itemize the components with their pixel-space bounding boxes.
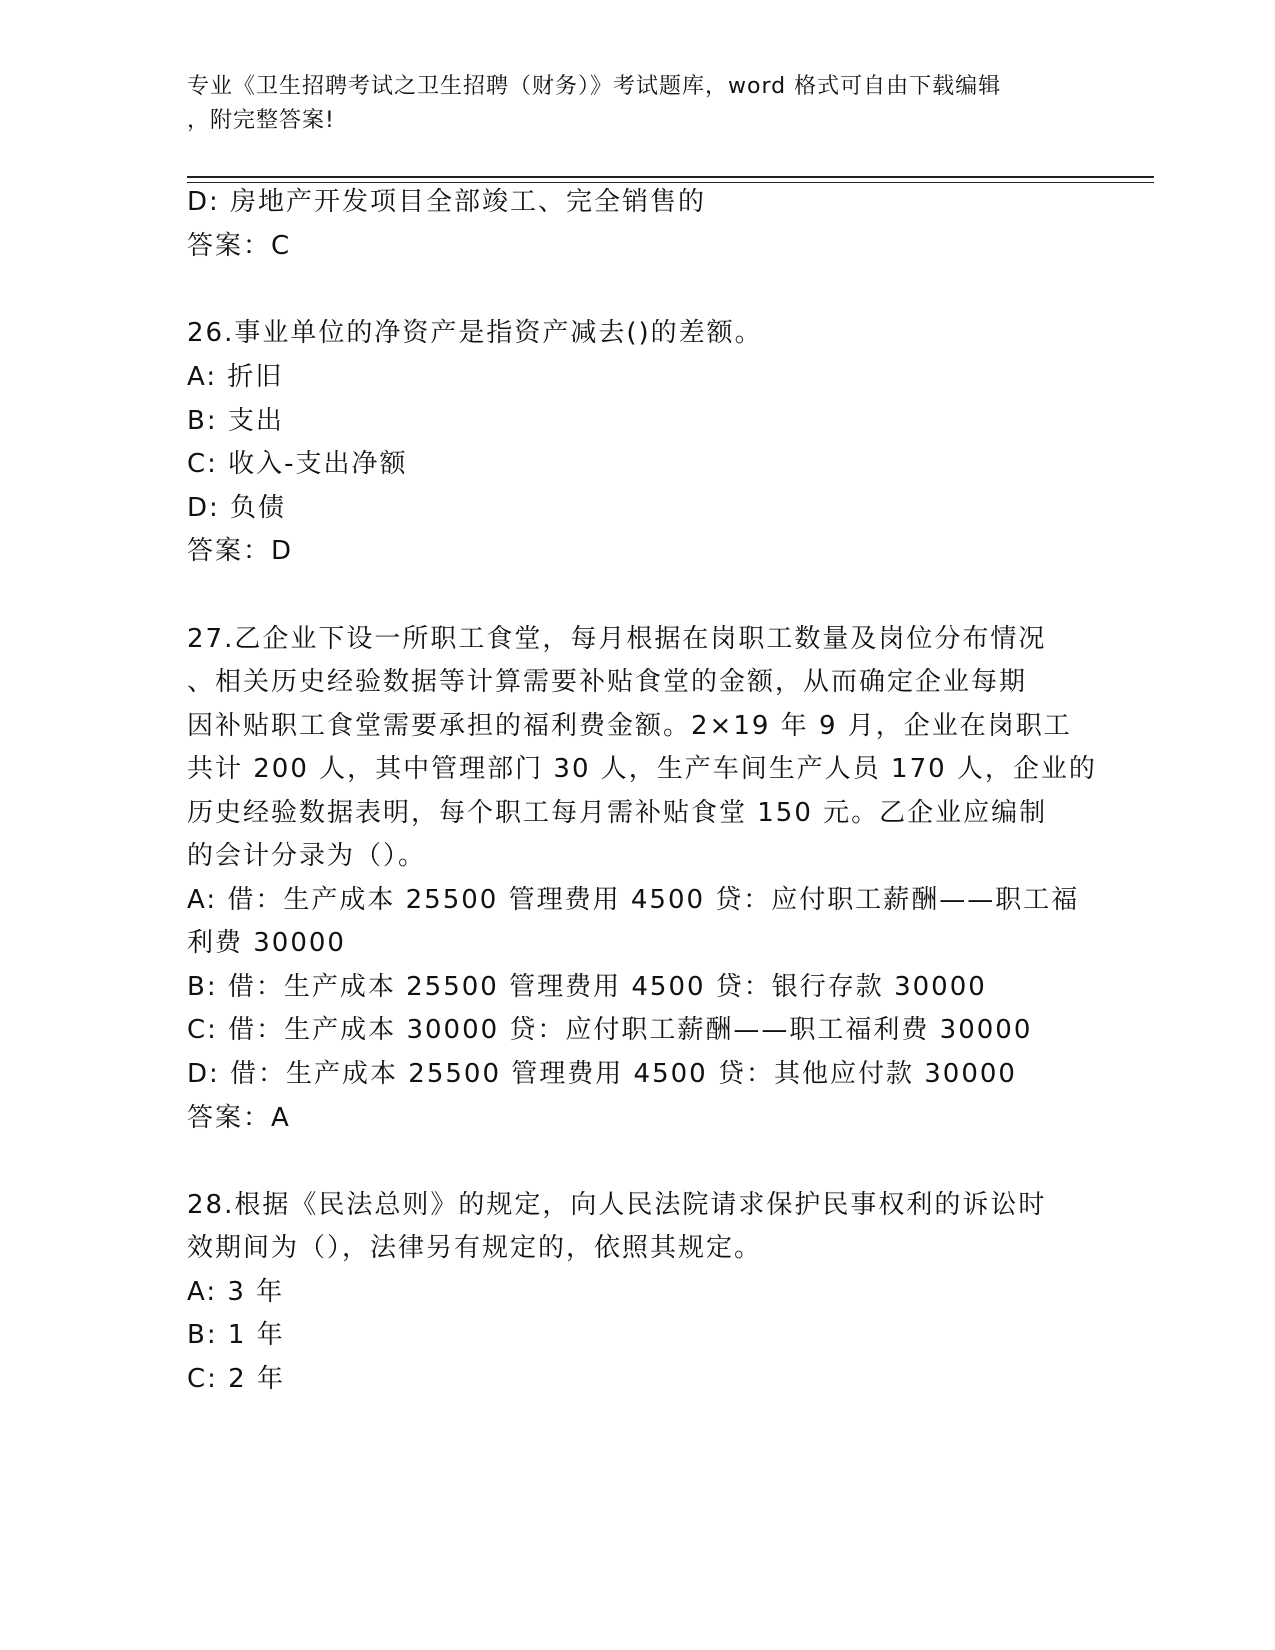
q27-option-d: D: 借：生产成本 25500 管理费用 4500 贷：其他应付款 30000 (187, 1059, 1017, 1089)
q27-stem-line: 历史经验数据表明，每个职工每月需补贴食堂 150 元。乙企业应编制 (187, 798, 1048, 828)
header-line-1: 专业《卫生招聘考试之卫生招聘（财务）》考试题库，word 格式可自由下载编辑 (187, 74, 1002, 99)
q26-option-b: B: 支出 (187, 406, 284, 436)
q27-option-c: C: 借：生产成本 30000 贷：应付职工薪酬——职工福利费 30000 (187, 1015, 1033, 1045)
header-rule-thick (187, 176, 1154, 178)
q26-option-a: A: 折旧 (187, 362, 284, 392)
q27-answer: 答案：A (187, 1103, 291, 1133)
q27-option-a-line: 利费 30000 (187, 928, 346, 958)
q26-option-d: D: 负债 (187, 493, 287, 523)
q27-stem-line: 因补贴职工食堂需要承担的福利费金额。2×19 年 9 月，企业在岗职工 (187, 711, 1072, 741)
header-rule-thin (187, 182, 1154, 183)
q27-stem-line: 共计 200 人，其中管理部门 30 人，生产车间生产人员 170 人，企业的 (187, 754, 1097, 784)
q28-option-b: B: 1 年 (187, 1320, 285, 1350)
q26-option-c: C: 收入-支出净额 (187, 449, 408, 479)
header-line-2: ，附完整答案! (187, 108, 335, 133)
q27-stem-line: 、相关历史经验数据等计算需要补贴食堂的金额，从而确定企业每期 (187, 667, 1028, 697)
q27-stem-line: 的会计分录为（）。 (187, 841, 427, 871)
q27-stem-line: 27.乙企业下设一所职工食堂，每月根据在岗职工数量及岗位分布情况 (187, 624, 1047, 654)
q28-stem-line: 效期间为（），法律另有规定的，依照其规定。 (187, 1233, 763, 1263)
q25-answer: 答案：C (187, 231, 292, 261)
document-header (187, 70, 1087, 138)
q28-option-a: A: 3 年 (187, 1277, 285, 1307)
q28-stem-line: 28.根据《民法总则》的规定，向人民法院请求保护民事权利的诉讼时 (187, 1190, 1047, 1220)
q26-answer: 答案：D (187, 536, 294, 566)
q26-stem: 26.事业单位的净资产是指资产减去()的差额。 (187, 318, 763, 348)
q27-option-a-line: A: 借：生产成本 25500 管理费用 4500 贷：应付职工薪酬——职工福 (187, 885, 1080, 915)
q27-option-b: B: 借：生产成本 25500 管理费用 4500 贷：银行存款 30000 (187, 972, 987, 1002)
q25-option-d: D: 房地产开发项目全部竣工、完全销售的 (187, 187, 707, 217)
q28-option-c: C: 2 年 (187, 1364, 285, 1394)
